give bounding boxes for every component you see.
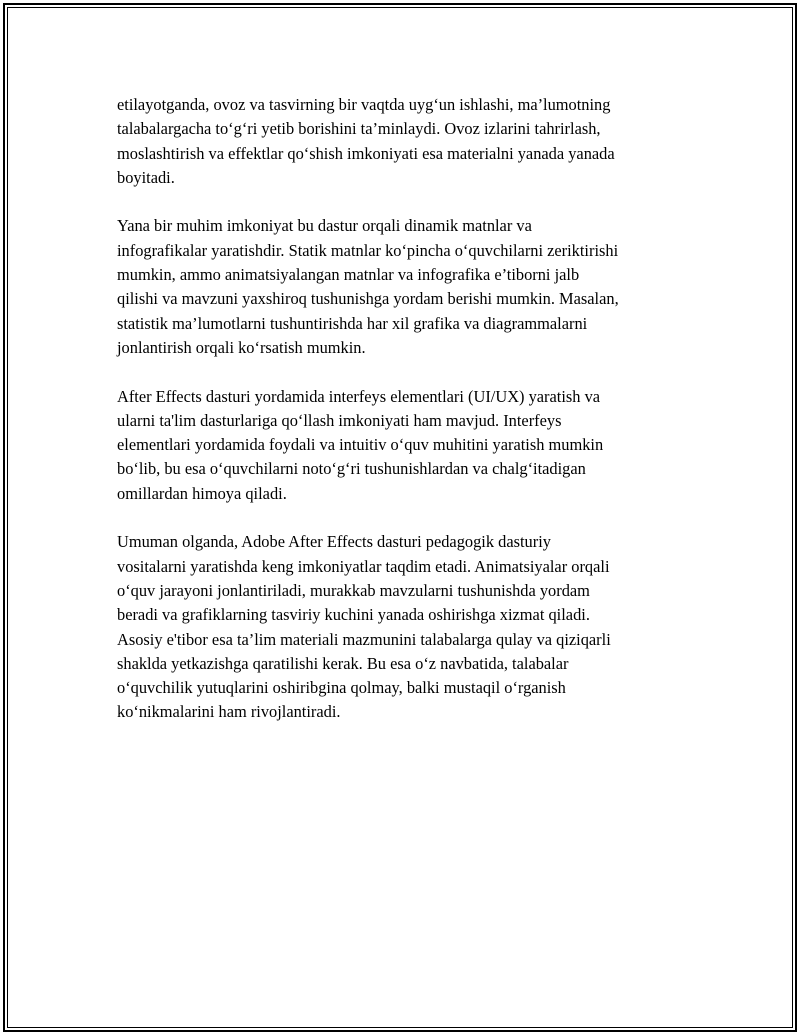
text-line: omillardan himoya qiladi.: [117, 483, 287, 503]
text-line: moslashtirish va effektlar qo‘shish imkoniyati esa materialni yanada yanada: [117, 143, 615, 163]
text-line: beradi va grafiklarning tasviriy kuchini yanada oshirishga xizmat qiladi.: [117, 605, 590, 625]
paragraph-3: [117, 385, 707, 506]
paragraph-2: [117, 214, 707, 360]
text-line: After Effects dasturi yordamida interfeys elementlari (UI/UX) yaratish va: [117, 386, 601, 406]
text-line: jonlantirish orqali ko‘rsatish mumkin.: [117, 337, 366, 357]
document-body: [117, 93, 707, 749]
text-line: o‘quv jarayoni jonlantiriladi, murakkab mavzularni tushunishda yordam: [117, 580, 590, 600]
text-line: boyitadi.: [117, 167, 175, 187]
text-line: elementlari yordamida foydali va intuitiv o‘quv muhitini yaratish mumkin: [117, 435, 604, 455]
text-line: Umuman olganda, Adobe After Effects dasturi pedagogik dasturiy: [117, 532, 551, 552]
text-line: ko‘nikmalarini ham rivojlantiradi.: [117, 702, 341, 722]
text-line: Asosiy e'tibor esa ta’lim materiali mazmunini talabalarga qulay va qiziqarli: [117, 629, 611, 649]
text-line: etilayotganda, ovoz va tasvirning bir vaqtda uyg‘un ishlashi, ma’lumotning: [117, 95, 611, 114]
text-line: qilishi va mavzuni yaxshiroq tushunishga yordam berishi mumkin. Masalan,: [117, 289, 619, 309]
text-line: Yana bir muhim imkoniyat bu dastur orqali dinamik matnlar va: [117, 216, 532, 236]
text-line: talabalargacha to‘g‘ri yetib borishini ta’minlaydi. Ovoz izlarini tahrirlash,: [117, 119, 601, 139]
text-line: bo‘lib, bu esa o‘quvchilarni noto‘g‘ri tushunishlardan va chalg‘itadigan: [117, 459, 586, 479]
text-line: statistik ma’lumotlarni tushuntirishda har xil grafika va diagrammalarni: [117, 313, 588, 333]
text-line: shaklda yetkazishga qaratilishi kerak. Bu esa o‘z navbatida, talabalar: [117, 653, 569, 673]
text-line: ularni ta'lim dasturlariga qo‘llash imkoniyati ham mavjud. Interfeys: [117, 410, 562, 430]
paragraph-1: [117, 93, 707, 190]
text-line: o‘quvchilik yutuqlarini oshiribgina qolmay, balki mustaqil o‘rganish: [117, 678, 566, 698]
text-line: infografikalar yaratishdir. Statik matnlar ko‘pincha o‘quvchilarni zeriktirishi: [117, 240, 619, 260]
paragraph-4: [117, 530, 707, 724]
text-line: vositalarni yaratishda keng imkoniyatlar taqdim etadi. Animatsiyalar orqali: [117, 556, 610, 576]
text-line: mumkin, ammo animatsiyalangan matnlar va infografika e’tiborni jalb: [117, 265, 580, 285]
